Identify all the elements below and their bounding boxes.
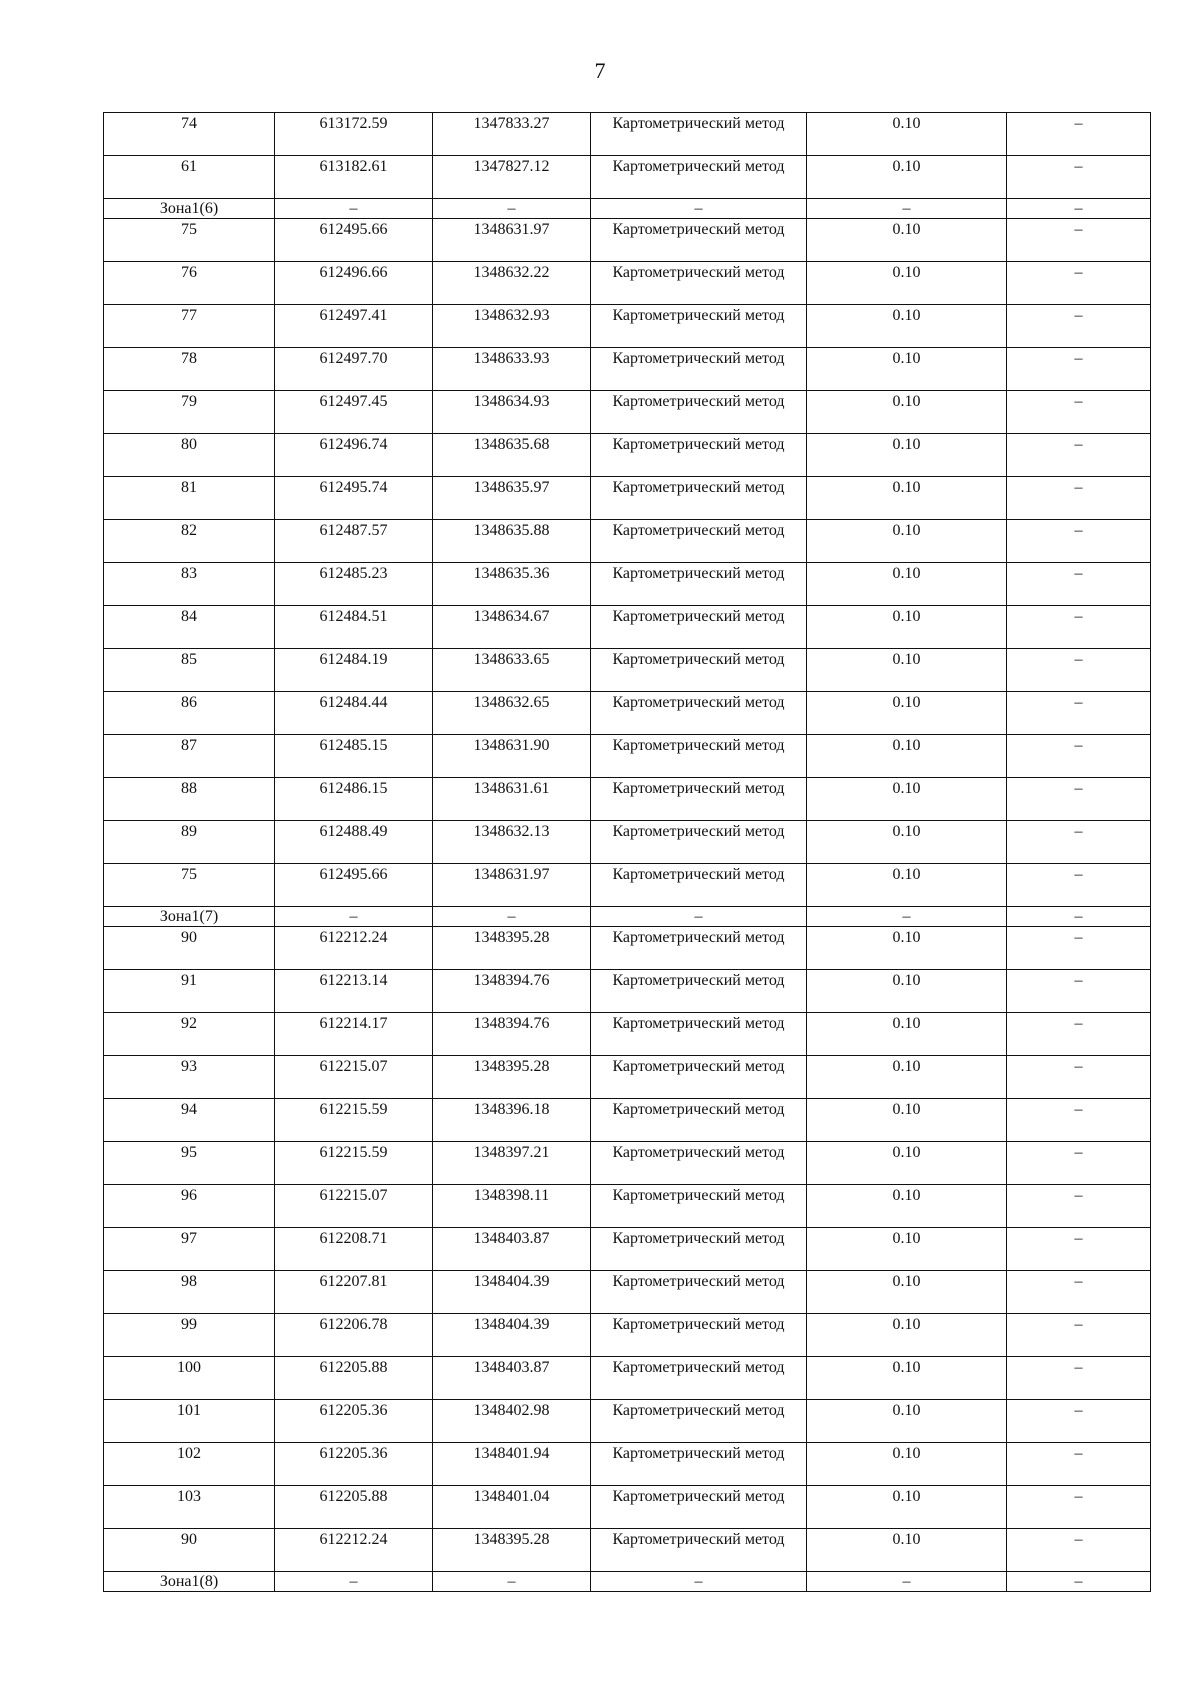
precision-cell: 0.10 [807, 1400, 1007, 1443]
table-row [104, 434, 1151, 477]
precision-cell: 0.10 [807, 348, 1007, 391]
y-coordinate-cell: 1348634.93 [433, 391, 591, 434]
method-cell: Картометрический метод [591, 864, 807, 907]
note-cell: – [1007, 1529, 1151, 1572]
note-cell: – [1007, 1185, 1151, 1228]
precision-cell: 0.10 [807, 649, 1007, 692]
precision-cell: 0.10 [807, 864, 1007, 907]
precision-cell: 0.10 [807, 692, 1007, 735]
zone-dash-cell: – [807, 199, 1007, 219]
x-coordinate-cell: 612215.07 [275, 1185, 433, 1228]
x-coordinate-cell: 612497.45 [275, 391, 433, 434]
note-cell: – [1007, 970, 1151, 1013]
note-cell: – [1007, 927, 1151, 970]
y-coordinate-cell: 1348395.28 [433, 1056, 591, 1099]
zone-dash-cell: – [1007, 907, 1151, 927]
method-cell: Картометрический метод [591, 1056, 807, 1099]
precision-cell: 0.10 [807, 219, 1007, 262]
y-coordinate-cell: 1348634.67 [433, 606, 591, 649]
note-cell: – [1007, 434, 1151, 477]
note-cell: – [1007, 821, 1151, 864]
y-coordinate-cell: 1348396.18 [433, 1099, 591, 1142]
note-cell: – [1007, 692, 1151, 735]
note-cell: – [1007, 1271, 1151, 1314]
table-row [104, 1013, 1151, 1056]
x-coordinate-cell: 613182.61 [275, 156, 433, 199]
note-cell: – [1007, 1056, 1151, 1099]
point-number-cell: 103 [104, 1486, 275, 1529]
point-number-cell: 83 [104, 563, 275, 606]
precision-cell: 0.10 [807, 821, 1007, 864]
table-row [104, 1228, 1151, 1271]
point-number-cell: 74 [104, 113, 275, 156]
x-coordinate-cell: 612488.49 [275, 821, 433, 864]
method-cell: Картометрический метод [591, 606, 807, 649]
zone-header-row [104, 907, 1151, 927]
note-cell: – [1007, 262, 1151, 305]
precision-cell: 0.10 [807, 391, 1007, 434]
table-row [104, 692, 1151, 735]
x-coordinate-cell: 612495.66 [275, 864, 433, 907]
precision-cell: 0.10 [807, 1228, 1007, 1271]
x-coordinate-cell: 612212.24 [275, 1529, 433, 1572]
method-cell: Картометрический метод [591, 477, 807, 520]
precision-cell: 0.10 [807, 1529, 1007, 1572]
table-row [104, 864, 1151, 907]
method-cell: Картометрический метод [591, 1099, 807, 1142]
method-cell: Картометрический метод [591, 563, 807, 606]
table-row [104, 1529, 1151, 1572]
x-coordinate-cell: 612215.59 [275, 1142, 433, 1185]
x-coordinate-cell: 612205.36 [275, 1443, 433, 1486]
table-row [104, 735, 1151, 778]
method-cell: Картометрический метод [591, 156, 807, 199]
y-coordinate-cell: 1348635.97 [433, 477, 591, 520]
table-row [104, 305, 1151, 348]
x-coordinate-cell: 612497.41 [275, 305, 433, 348]
method-cell: Картометрический метод [591, 692, 807, 735]
y-coordinate-cell: 1348398.11 [433, 1185, 591, 1228]
zone-dash-cell: – [591, 907, 807, 927]
x-coordinate-cell: 612484.19 [275, 649, 433, 692]
zone-dash-cell: – [275, 907, 433, 927]
zone-dash-cell: – [433, 199, 591, 219]
y-coordinate-cell: 1348631.97 [433, 864, 591, 907]
x-coordinate-cell: 612484.51 [275, 606, 433, 649]
point-number-cell: 92 [104, 1013, 275, 1056]
y-coordinate-cell: 1348633.93 [433, 348, 591, 391]
method-cell: Картометрический метод [591, 778, 807, 821]
x-coordinate-cell: 612212.24 [275, 927, 433, 970]
table-row [104, 219, 1151, 262]
method-cell: Картометрический метод [591, 1271, 807, 1314]
point-number-cell: 90 [104, 927, 275, 970]
note-cell: – [1007, 735, 1151, 778]
zone-dash-cell: – [591, 199, 807, 219]
point-number-cell: 75 [104, 864, 275, 907]
note-cell: – [1007, 864, 1151, 907]
point-number-cell: 102 [104, 1443, 275, 1486]
y-coordinate-cell: 1348404.39 [433, 1271, 591, 1314]
precision-cell: 0.10 [807, 1271, 1007, 1314]
x-coordinate-cell: 612495.66 [275, 219, 433, 262]
method-cell: Картометрический метод [591, 348, 807, 391]
table-row [104, 970, 1151, 1013]
table-row [104, 606, 1151, 649]
zone-dash-cell: – [1007, 199, 1151, 219]
table-row [104, 563, 1151, 606]
method-cell: Картометрический метод [591, 970, 807, 1013]
point-number-cell: 81 [104, 477, 275, 520]
precision-cell: 0.10 [807, 1486, 1007, 1529]
table-row [104, 113, 1151, 156]
precision-cell: 0.10 [807, 1443, 1007, 1486]
table-row [104, 1099, 1151, 1142]
precision-cell: 0.10 [807, 1099, 1007, 1142]
method-cell: Картометрический метод [591, 735, 807, 778]
note-cell: – [1007, 1443, 1151, 1486]
zone-label-cell: Зона1(6) [104, 199, 275, 219]
note-cell: – [1007, 1314, 1151, 1357]
point-number-cell: 75 [104, 219, 275, 262]
y-coordinate-cell: 1348635.68 [433, 434, 591, 477]
table-row [104, 1314, 1151, 1357]
zone-label-cell: Зона1(7) [104, 907, 275, 927]
y-coordinate-cell: 1348632.93 [433, 305, 591, 348]
note-cell: – [1007, 1228, 1151, 1271]
note-cell: – [1007, 1142, 1151, 1185]
method-cell: Картометрический метод [591, 305, 807, 348]
y-coordinate-cell: 1348403.87 [433, 1357, 591, 1400]
precision-cell: 0.10 [807, 113, 1007, 156]
y-coordinate-cell: 1348631.97 [433, 219, 591, 262]
table-row [104, 649, 1151, 692]
precision-cell: 0.10 [807, 1142, 1007, 1185]
point-number-cell: 86 [104, 692, 275, 735]
x-coordinate-cell: 612485.15 [275, 735, 433, 778]
x-coordinate-cell: 612208.71 [275, 1228, 433, 1271]
precision-cell: 0.10 [807, 606, 1007, 649]
table-row [104, 477, 1151, 520]
zone-header-row [104, 199, 1151, 219]
y-coordinate-cell: 1348403.87 [433, 1228, 591, 1271]
x-coordinate-cell: 612206.78 [275, 1314, 433, 1357]
note-cell: – [1007, 1486, 1151, 1529]
x-coordinate-cell: 612205.88 [275, 1357, 433, 1400]
note-cell: – [1007, 649, 1151, 692]
point-number-cell: 90 [104, 1529, 275, 1572]
y-coordinate-cell: 1348631.90 [433, 735, 591, 778]
note-cell: – [1007, 563, 1151, 606]
x-coordinate-cell: 612207.81 [275, 1271, 433, 1314]
method-cell: Картометрический метод [591, 1357, 807, 1400]
zone-dash-cell: – [591, 1572, 807, 1592]
method-cell: Картометрический метод [591, 113, 807, 156]
method-cell: Картометрический метод [591, 219, 807, 262]
coordinates-table-body [104, 113, 1151, 1592]
x-coordinate-cell: 612496.74 [275, 434, 433, 477]
x-coordinate-cell: 613172.59 [275, 113, 433, 156]
point-number-cell: 80 [104, 434, 275, 477]
zone-dash-cell: – [1007, 1572, 1151, 1592]
zone-dash-cell: – [807, 907, 1007, 927]
note-cell: – [1007, 348, 1151, 391]
note-cell: – [1007, 156, 1151, 199]
method-cell: Картометрический метод [591, 927, 807, 970]
method-cell: Картометрический метод [591, 821, 807, 864]
point-number-cell: 94 [104, 1099, 275, 1142]
point-number-cell: 101 [104, 1400, 275, 1443]
point-number-cell: 76 [104, 262, 275, 305]
y-coordinate-cell: 1348632.65 [433, 692, 591, 735]
zone-header-row [104, 1572, 1151, 1592]
method-cell: Картометрический метод [591, 391, 807, 434]
x-coordinate-cell: 612214.17 [275, 1013, 433, 1056]
point-number-cell: 93 [104, 1056, 275, 1099]
note-cell: – [1007, 778, 1151, 821]
x-coordinate-cell: 612213.14 [275, 970, 433, 1013]
point-number-cell: 89 [104, 821, 275, 864]
precision-cell: 0.10 [807, 1056, 1007, 1099]
table-row [104, 520, 1151, 563]
table-row [104, 927, 1151, 970]
method-cell: Картометрический метод [591, 1529, 807, 1572]
method-cell: Картометрический метод [591, 1443, 807, 1486]
note-cell: – [1007, 305, 1151, 348]
precision-cell: 0.10 [807, 970, 1007, 1013]
table-row [104, 778, 1151, 821]
y-coordinate-cell: 1348631.61 [433, 778, 591, 821]
table-row [104, 348, 1151, 391]
point-number-cell: 97 [104, 1228, 275, 1271]
table-row [104, 262, 1151, 305]
y-coordinate-cell: 1348394.76 [433, 970, 591, 1013]
x-coordinate-cell: 612495.74 [275, 477, 433, 520]
x-coordinate-cell: 612215.59 [275, 1099, 433, 1142]
x-coordinate-cell: 612497.70 [275, 348, 433, 391]
table-row [104, 1142, 1151, 1185]
point-number-cell: 100 [104, 1357, 275, 1400]
method-cell: Картометрический метод [591, 649, 807, 692]
precision-cell: 0.10 [807, 520, 1007, 563]
note-cell: – [1007, 606, 1151, 649]
point-number-cell: 77 [104, 305, 275, 348]
y-coordinate-cell: 1348395.28 [433, 1529, 591, 1572]
table-row [104, 1271, 1151, 1314]
point-number-cell: 87 [104, 735, 275, 778]
method-cell: Картометрический метод [591, 262, 807, 305]
x-coordinate-cell: 612486.15 [275, 778, 433, 821]
note-cell: – [1007, 477, 1151, 520]
precision-cell: 0.10 [807, 305, 1007, 348]
precision-cell: 0.10 [807, 735, 1007, 778]
point-number-cell: 82 [104, 520, 275, 563]
table-row [104, 1400, 1151, 1443]
point-number-cell: 98 [104, 1271, 275, 1314]
table-row [104, 156, 1151, 199]
y-coordinate-cell: 1348401.94 [433, 1443, 591, 1486]
precision-cell: 0.10 [807, 1314, 1007, 1357]
table-row [104, 391, 1151, 434]
precision-cell: 0.10 [807, 1013, 1007, 1056]
point-number-cell: 79 [104, 391, 275, 434]
y-coordinate-cell: 1348401.04 [433, 1486, 591, 1529]
table-row [104, 1486, 1151, 1529]
zone-dash-cell: – [807, 1572, 1007, 1592]
precision-cell: 0.10 [807, 563, 1007, 606]
y-coordinate-cell: 1348395.28 [433, 927, 591, 970]
point-number-cell: 78 [104, 348, 275, 391]
zone-dash-cell: – [433, 1572, 591, 1592]
x-coordinate-cell: 612496.66 [275, 262, 433, 305]
y-coordinate-cell: 1348394.76 [433, 1013, 591, 1056]
table-row [104, 1443, 1151, 1486]
method-cell: Картометрический метод [591, 1314, 807, 1357]
table-row [104, 1357, 1151, 1400]
method-cell: Картометрический метод [591, 1013, 807, 1056]
method-cell: Картометрический метод [591, 1228, 807, 1271]
method-cell: Картометрический метод [591, 1486, 807, 1529]
x-coordinate-cell: 612205.36 [275, 1400, 433, 1443]
method-cell: Картометрический метод [591, 1142, 807, 1185]
note-cell: – [1007, 1400, 1151, 1443]
x-coordinate-cell: 612484.44 [275, 692, 433, 735]
point-number-cell: 85 [104, 649, 275, 692]
coordinates-table [103, 112, 1151, 1592]
zone-label-cell: Зона1(8) [104, 1572, 275, 1592]
point-number-cell: 96 [104, 1185, 275, 1228]
point-number-cell: 88 [104, 778, 275, 821]
x-coordinate-cell: 612485.23 [275, 563, 433, 606]
method-cell: Картометрический метод [591, 1400, 807, 1443]
table-row [104, 821, 1151, 864]
note-cell: – [1007, 113, 1151, 156]
y-coordinate-cell: 1348633.65 [433, 649, 591, 692]
table-row [104, 1056, 1151, 1099]
y-coordinate-cell: 1348404.39 [433, 1314, 591, 1357]
point-number-cell: 84 [104, 606, 275, 649]
zone-dash-cell: – [275, 1572, 433, 1592]
precision-cell: 0.10 [807, 1185, 1007, 1228]
zone-dash-cell: – [433, 907, 591, 927]
method-cell: Картометрический метод [591, 434, 807, 477]
page-number: 7 [594, 58, 606, 83]
x-coordinate-cell: 612205.88 [275, 1486, 433, 1529]
table-row [104, 1185, 1151, 1228]
note-cell: – [1007, 1013, 1151, 1056]
y-coordinate-cell: 1348402.98 [433, 1400, 591, 1443]
zone-dash-cell: – [275, 199, 433, 219]
note-cell: – [1007, 219, 1151, 262]
point-number-cell: 61 [104, 156, 275, 199]
y-coordinate-cell: 1348632.13 [433, 821, 591, 864]
note-cell: – [1007, 1099, 1151, 1142]
note-cell: – [1007, 1357, 1151, 1400]
y-coordinate-cell: 1347827.12 [433, 156, 591, 199]
x-coordinate-cell: 612487.57 [275, 520, 433, 563]
y-coordinate-cell: 1348635.88 [433, 520, 591, 563]
y-coordinate-cell: 1347833.27 [433, 113, 591, 156]
method-cell: Картометрический метод [591, 1185, 807, 1228]
precision-cell: 0.10 [807, 262, 1007, 305]
precision-cell: 0.10 [807, 1357, 1007, 1400]
precision-cell: 0.10 [807, 927, 1007, 970]
precision-cell: 0.10 [807, 434, 1007, 477]
point-number-cell: 99 [104, 1314, 275, 1357]
note-cell: – [1007, 520, 1151, 563]
point-number-cell: 95 [104, 1142, 275, 1185]
point-number-cell: 91 [104, 970, 275, 1013]
x-coordinate-cell: 612215.07 [275, 1056, 433, 1099]
y-coordinate-cell: 1348397.21 [433, 1142, 591, 1185]
note-cell: – [1007, 391, 1151, 434]
y-coordinate-cell: 1348635.36 [433, 563, 591, 606]
method-cell: Картометрический метод [591, 520, 807, 563]
precision-cell: 0.10 [807, 778, 1007, 821]
y-coordinate-cell: 1348632.22 [433, 262, 591, 305]
precision-cell: 0.10 [807, 156, 1007, 199]
precision-cell: 0.10 [807, 477, 1007, 520]
